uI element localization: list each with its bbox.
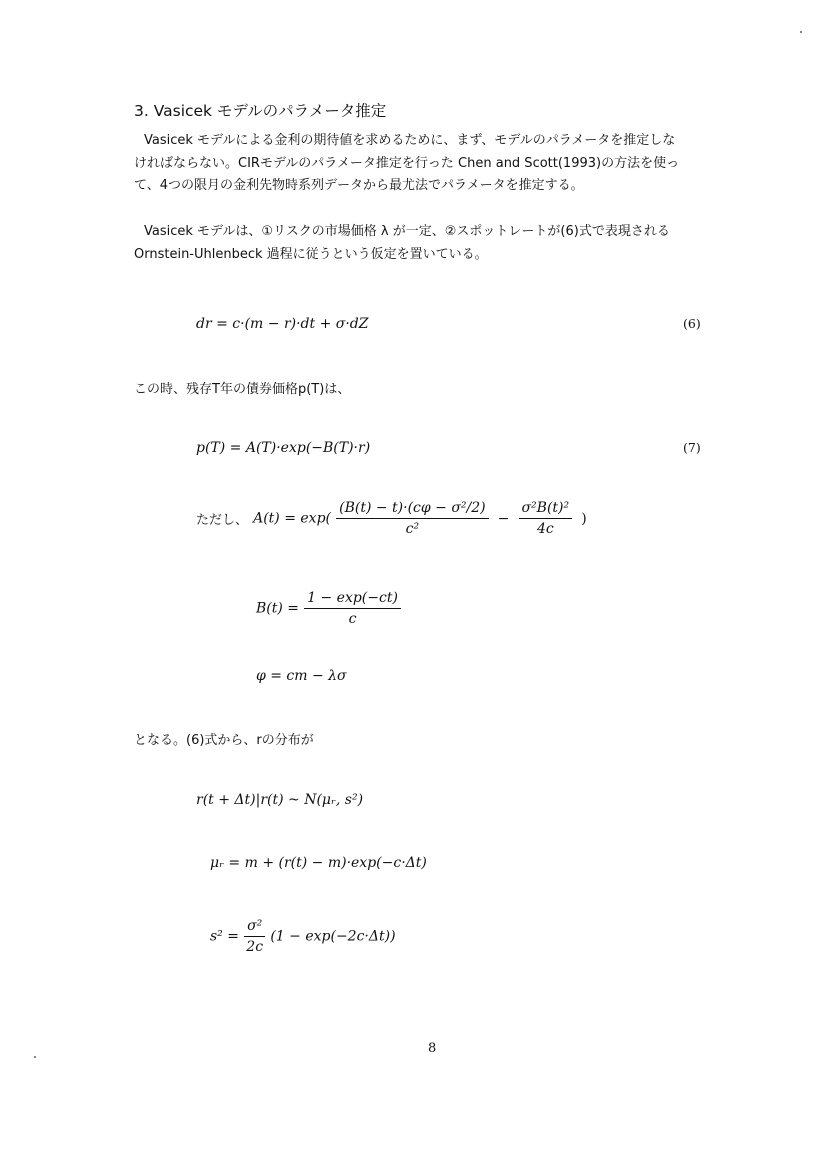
A-fraction-2-denominator: 4c: [536, 521, 554, 537]
text-after-eq6: この時、残存T年の債券価格p(T)は、: [134, 382, 351, 397]
s2-lhs: s² =: [210, 928, 239, 945]
paragraph-1: [134, 130, 734, 198]
A-close-paren: ): [581, 510, 587, 527]
s2-fraction-denominator: 2c: [246, 939, 264, 955]
equation-B: [256, 590, 401, 627]
A-minus: −: [497, 510, 510, 527]
B-lhs: B(t) =: [256, 600, 300, 617]
equation-7-number: (7): [683, 440, 701, 455]
equation-6-number: (6): [683, 316, 701, 331]
A-lhs: A(t) = exp(: [253, 510, 332, 527]
A-fraction-1-numerator: (B(t) − t)·(cφ − σ²/2): [336, 500, 488, 519]
B-fraction: [304, 590, 401, 627]
equation-mu: μᵣ = m + (r(t) − m)·exp(−c·Δt): [210, 855, 427, 871]
A-fraction-1-denominator: c²: [405, 521, 420, 537]
equation-7: p(T) = A(T)·exp(−B(T)·r): [196, 440, 371, 456]
s2-rhs: (1 − exp(−2c·Δt)): [270, 928, 396, 945]
paragraph-2-line-1: Vasicek モデルは、①リスクの市場価格 λ が一定、②スポットレートが(6)式で表現される: [144, 224, 670, 239]
equation-phi: φ = cm − λσ: [256, 668, 347, 684]
A-fraction-1: [336, 500, 488, 537]
equation-distribution: r(t + Δt)|r(t) ~ N(μᵣ, s²): [196, 792, 364, 808]
equation-s2: [210, 918, 396, 955]
section-heading: 3. Vasicek モデルのパラメータ推定: [134, 102, 387, 120]
scan-speck: [34, 1056, 36, 1058]
paragraph-1-line-3: て、4つの限月の金利先物時系列データから最尤法でパラメータを推定する。: [134, 178, 584, 193]
scan-speck: [800, 31, 802, 33]
paragraph-1-line-1: Vasicek モデルによる金利の期待値を求めるために、まず、モデルのパラメータを推定しな: [144, 133, 676, 148]
page-number: 8: [428, 1041, 437, 1056]
A-fraction-2-numerator: σ²B(t)²: [519, 500, 573, 519]
paragraph-2: [134, 221, 734, 266]
paragraph-1-line-2: ければならない。CIRモデルのパラメータ推定を行った Chen and Scott(1993)の方法を使っ: [134, 155, 680, 171]
B-fraction-numerator: 1 − exp(−ct): [304, 590, 401, 609]
text-after-phi: となる。(6)式から、rの分布が: [134, 733, 314, 748]
equation-6: dr = c·(m − r)·dt + σ·dZ: [196, 316, 369, 332]
equation-A: [196, 500, 587, 537]
tadashi-label: ただし、: [196, 513, 249, 528]
s2-fraction-numerator: σ²: [244, 918, 265, 937]
paragraph-2-line-2: Ornstein-Uhlenbeck 過程に従うという仮定を置いている。: [134, 246, 488, 262]
A-fraction-2: [519, 500, 573, 537]
s2-fraction: [244, 918, 265, 955]
B-fraction-denominator: c: [348, 611, 357, 627]
